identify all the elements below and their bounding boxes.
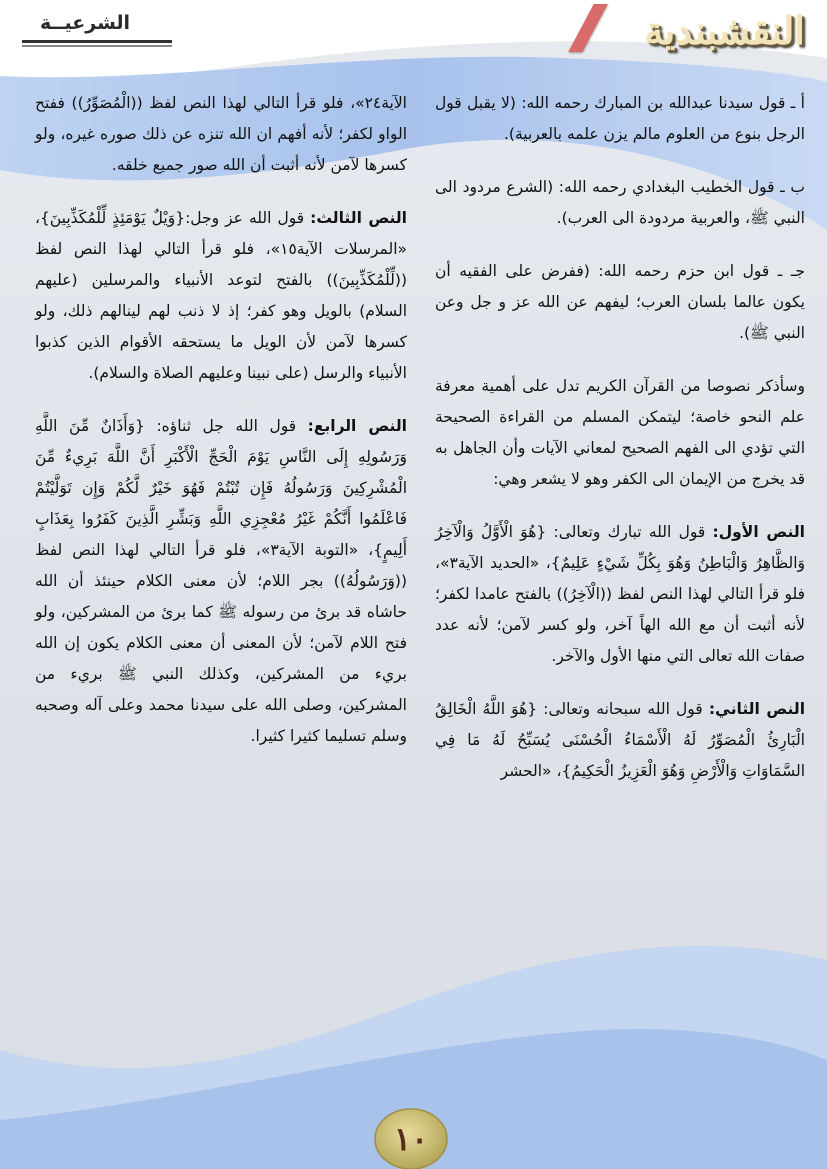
section-title: الشرعيــة xyxy=(40,12,131,34)
text-label: النص الأول: xyxy=(712,523,805,541)
paragraph: النص الثالث: قول الله عز وجل:{وَيْلٌ يَوْمَئِذٍ لِّلْمُكَذِّبِينَ}، «المرسلات الآية١٥»، فلو قرأ التالي لهذا النص لفظ ((لِّلْمُكَذِّبِينَ)) بالفتح لتوعد الأنبياء والمرسلين (عليهم السلام) بالويل وهو كفر؛ إذ لا ذنب لهم لينالهم ذلك، ولو كسرها لآمن لأن الويل ما يستحقه الأقوام الذين كذبوا الأنبياء والرسل (على نبينا وعليهم الصلاة والسلام). xyxy=(35,209,407,382)
paragraph: ب ـ قول الخطيب البغدادي رحمه الله: (الشرع مردود الى النبي ﷺ، والعربية مردودة الى العرب). xyxy=(435,178,805,227)
text-label: النص الرابع: xyxy=(307,417,407,435)
paragraph: النص الثاني: قول الله سبحانه وتعالى: {هُوَ اللَّهُ الْخَالِقُ الْبَارِئُ الْمُصَوِّرُ لَهُ الْأَسْمَاءُ الْحُسْنَى يُسَبِّحُ لَهُ مَا فِي السَّمَاوَاتِ وَالْأَرْضِ وَهُوَ الْعَزِيزُ الْحَكِيمُ}، «الحشر xyxy=(435,700,806,780)
page-number: ١٠ xyxy=(393,1120,429,1158)
section-underline xyxy=(22,40,172,43)
paragraph: جـ ـ قول ابن حزم رحمه الله: (ففرض على الفقيه أن يكون عالما بلسان العرب؛ ليفهم عن الله عز و جل وعن النبي ﷺ). xyxy=(435,262,805,342)
magazine-title: النقشبندية xyxy=(644,8,805,53)
section-underline-thin xyxy=(22,45,172,47)
text-label: النص الثالث: xyxy=(310,209,407,227)
text-label: النص الثاني: xyxy=(708,700,806,718)
paragraph: النص الرابع: قول الله جل ثناؤه: {وَأَذَانٌ مِّنَ اللَّهِ وَرَسُولِهِ إِلَى النَّاسِ يَوْمَ الْحَجِّ الْأَكْبَرِ أَنَّ اللَّهَ بَرِيءٌ مِّنَ الْمُشْرِكِينَ وَرَسُولُهُ فَإِن تُبْتُمْ فَهُوَ خَيْرٌ لَّكُمْ وَإِن تَوَلَّيْتُمْ فَاعْلَمُوا أَنَّكُمْ غَيْرُ مُعْجِزِي اللَّهِ وَبَشِّرِ الَّذِينَ كَفَرُوا بِعَذَابٍ أَلِيمٍ}، «التوبة الآية٣»، فلو قرأ التالي لهذا النص لفظ ((وَرَسُولُهُ)) بجر اللام؛ لأن معنى الكلام حينئذ أن الله حاشاه قد برئ من رسوله ﷺ كما برئ من المشركين، ولو فتح اللام لآمن؛ لأن المعنى أن معنى الكلام يكون إن الله بريء من المشركين، وكذلك النبي ﷺ بريء من المشركين، وصلى الله على سيدنا محمد وعلى آله وصحبه وسلم تسليما كثيرا كثيرا. xyxy=(35,417,407,745)
paragraph: وسأذكر نصوصا من القرآن الكريم تدل على أهمية معرفة علم النحو خاصة؛ ليتمكن المسلم من القراءة الصحيحة التي تؤدي الى الفهم الصحيح لمعاني الآيات وأن الجاهل به قد يخرج من الإيمان الى الكفر وهو لا يشعر وهي: xyxy=(435,377,805,488)
left-column xyxy=(35,88,407,774)
paragraph: الآية٢٤»، فلو قرأ التالي لهذا النص لفظ ((الْمُصَوِّرُ)) ففتح الواو لكفر؛ لأنه أفهم ان الله تنزه عن ذلك صوره غيره، ولو كسرها لآمن لأنه أثبت أن الله صور جميع خلقه. xyxy=(35,94,407,174)
right-column xyxy=(435,88,805,809)
paragraph: النص الأول: قول الله تبارك وتعالى: {هُوَ الْأَوَّلُ وَالْآخِرُ وَالظَّاهِرُ وَالْبَاطِنُ وَهُوَ بِكُلِّ شَيْءٍ عَلِيمٌ}، «الحديد الآية٣»، فلو قرأ التالي لهذا النص لفظ ((الْآخِرُ)) بالفتح عامدا لكفر؛ لأنه أثبت أن مع الله الهاً آخر، ولو كسر لآمن؛ لأنه عدد صفات الله تعالى التي منها الأول والآخر. xyxy=(435,523,805,665)
paragraph: أ ـ قول سيدنا عبدالله بن المبارك رحمه الله: (لا يقبل قول الرجل بنوع من العلوم مالم يزن علمه بالعربية). xyxy=(435,94,805,143)
